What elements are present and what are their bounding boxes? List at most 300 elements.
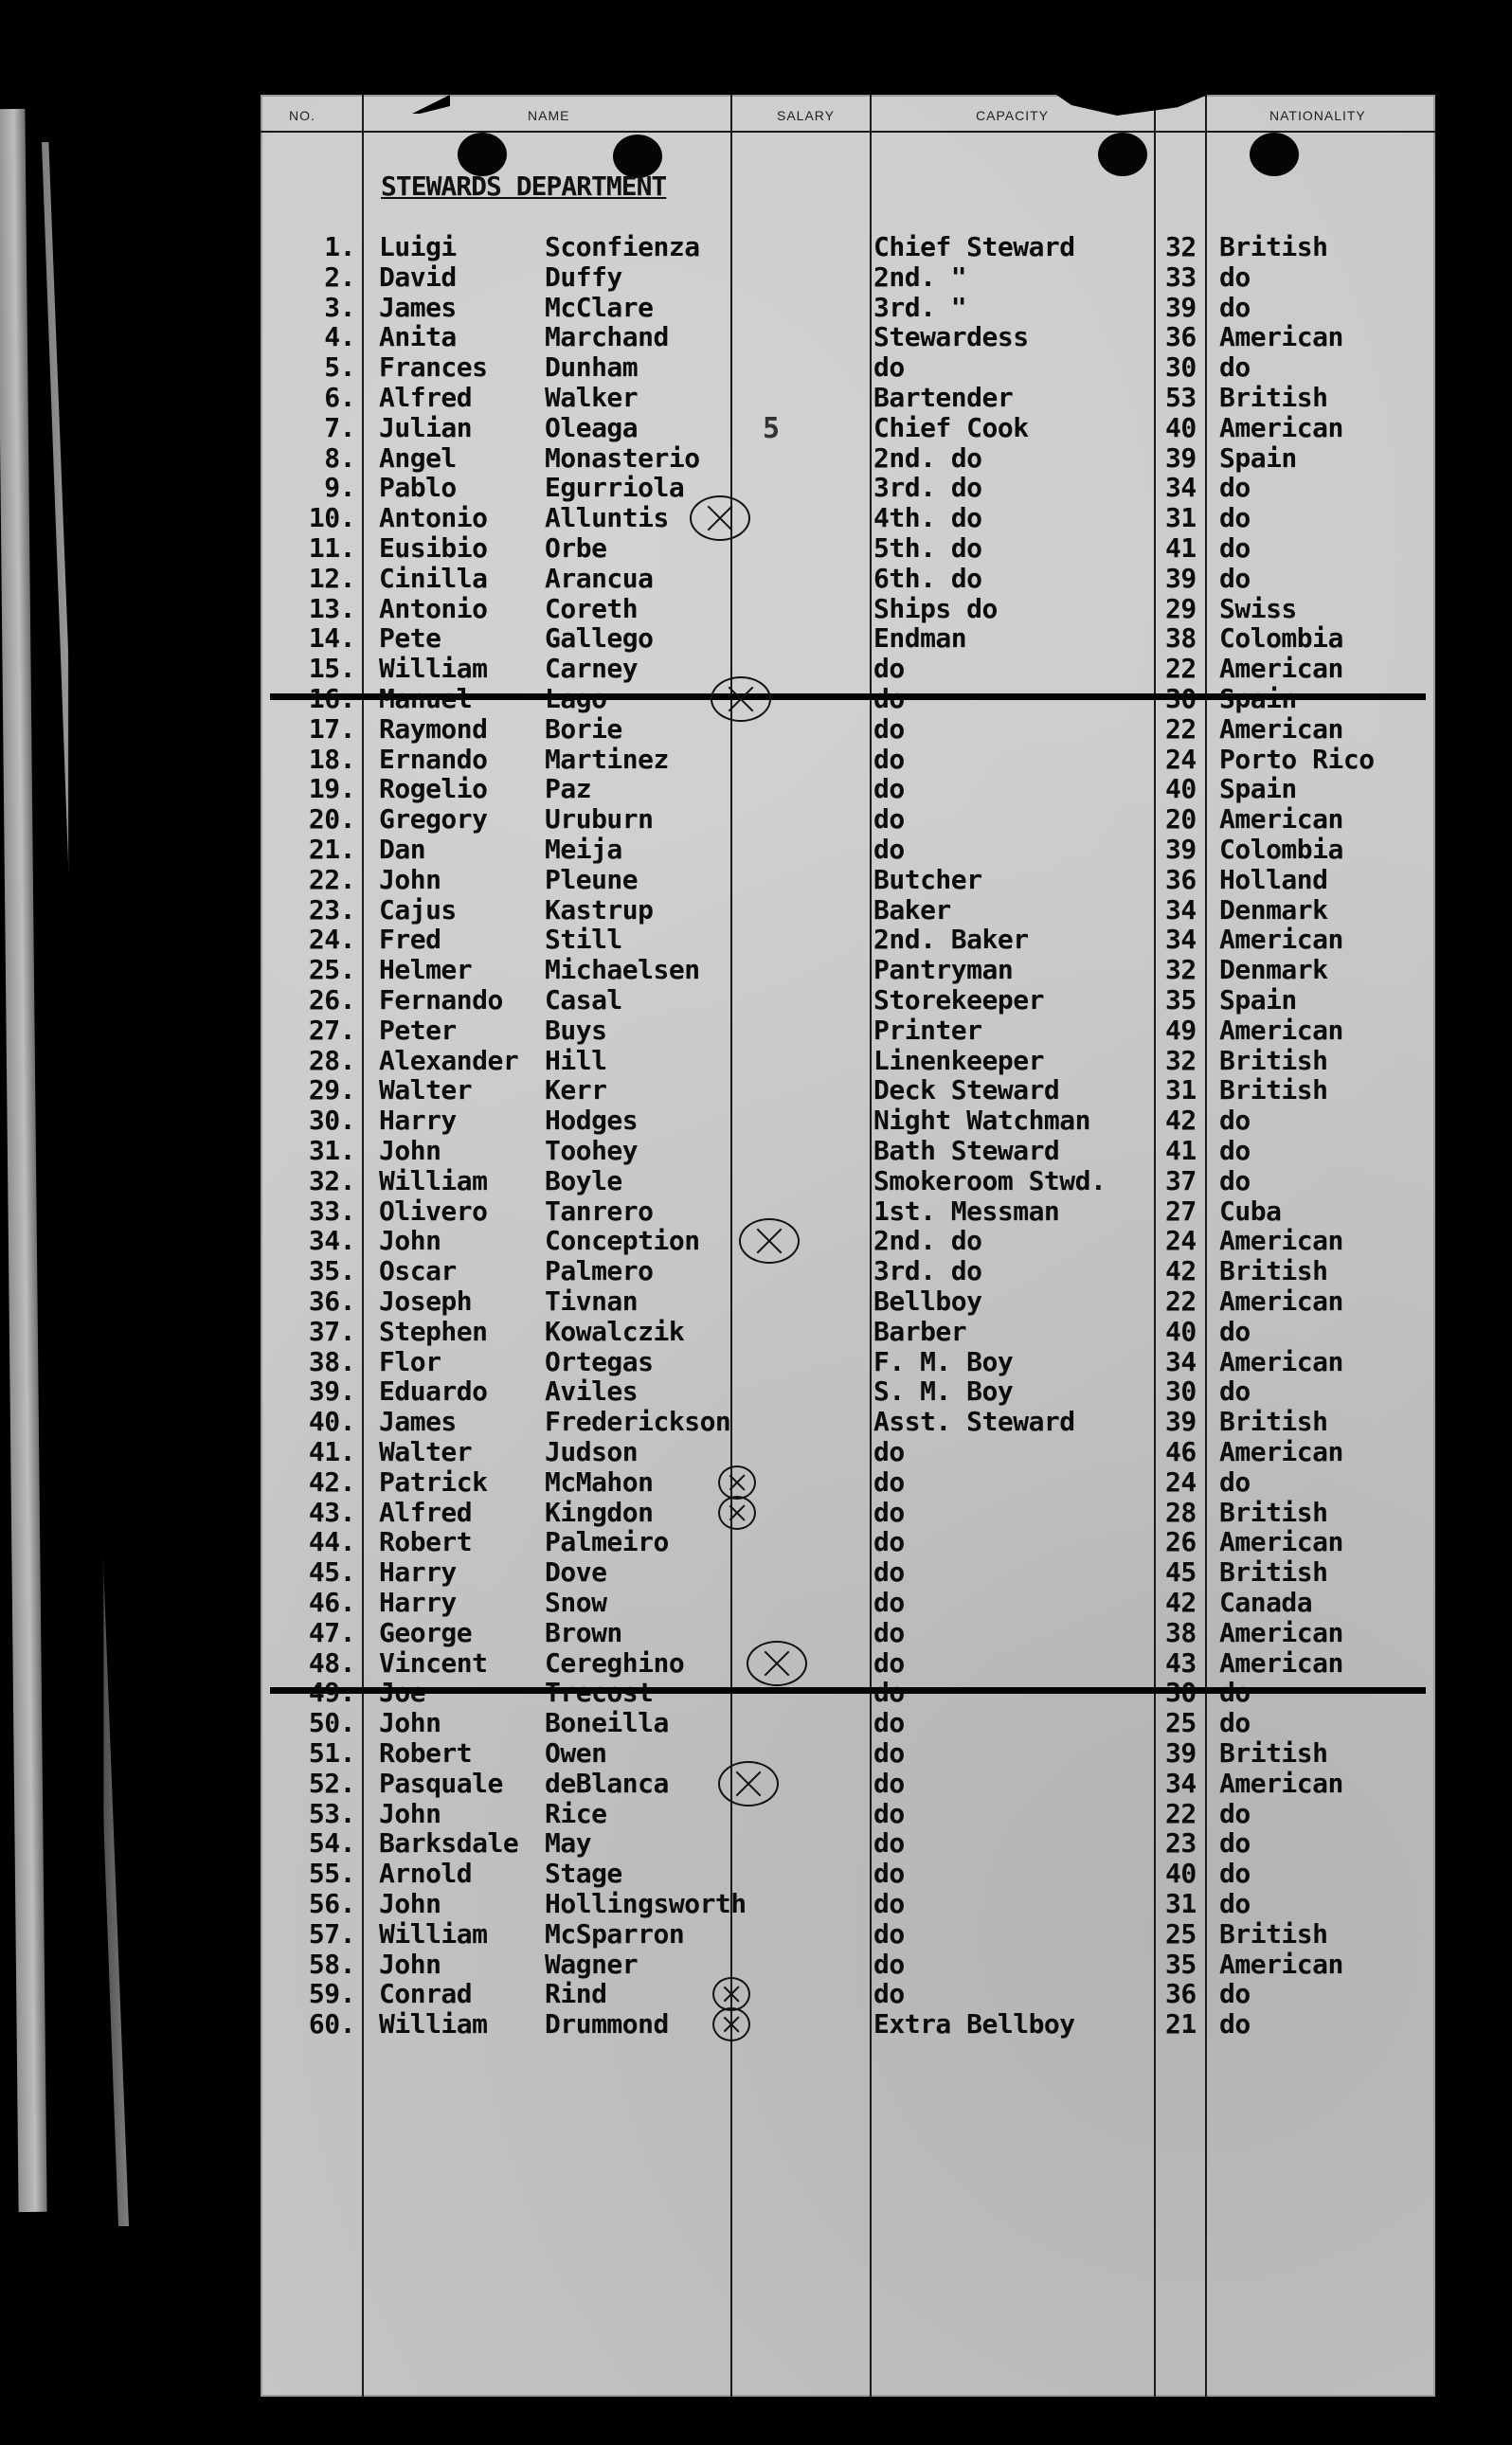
last-name: Rice: [545, 1797, 607, 1829]
nationality: do: [1219, 1978, 1251, 2010]
last-name: Michaelsen: [545, 954, 700, 986]
age: 25: [1165, 1917, 1197, 1950]
capacity: Storekeeper: [873, 984, 1044, 1016]
crew-row: [261, 413, 1435, 443]
crew-row: [261, 1075, 1435, 1106]
first-name: William: [379, 1164, 488, 1196]
last-name: Dunham: [545, 351, 639, 384]
crew-row: [261, 1799, 1435, 1829]
row-number: 33.: [308, 1195, 355, 1227]
header-name: NAME: [528, 108, 570, 123]
row-number: 52.: [308, 1767, 355, 1799]
row-number: 23.: [308, 893, 355, 926]
crew-row: [261, 1498, 1435, 1528]
capacity: 6th. do: [873, 562, 982, 594]
nationality: American: [1219, 1948, 1343, 1980]
last-name: Wagner: [545, 1948, 639, 1980]
scan-edge-strip: [0, 109, 47, 2212]
last-name: Conception: [545, 1225, 700, 1257]
age: 39: [1165, 562, 1197, 594]
age: 43: [1165, 1646, 1197, 1679]
row-number: 43.: [308, 1496, 355, 1528]
circled-x-mark: [718, 1465, 756, 1500]
age: 41: [1165, 532, 1197, 564]
first-name: William: [379, 2008, 488, 2040]
nationality: do: [1219, 2008, 1251, 2040]
first-name: William: [379, 1917, 488, 1950]
crew-row: [261, 1016, 1435, 1046]
crew-row: [261, 714, 1435, 745]
capacity: do: [873, 803, 905, 836]
first-name: Conrad: [379, 1978, 473, 2010]
nationality: Cuba: [1219, 1195, 1282, 1227]
nationality: do: [1219, 1888, 1251, 1919]
last-name: Gallego: [545, 622, 654, 655]
last-name: Monasterio: [545, 441, 700, 474]
last-name: Hollingsworth: [545, 1888, 747, 1919]
capacity: do: [873, 834, 905, 865]
capacity: do: [873, 1827, 905, 1860]
nationality: British: [1219, 1044, 1328, 1076]
nationality: Porto Rico: [1219, 743, 1375, 775]
row-number: 41.: [308, 1436, 355, 1467]
capacity: Night Watchman: [873, 1105, 1091, 1137]
manifest-page: [261, 95, 1435, 2397]
last-name: Aviles: [545, 1375, 639, 1408]
last-name: Egurriola: [545, 472, 685, 504]
crew-row: [261, 232, 1435, 262]
first-name: Eusibio: [379, 532, 488, 564]
row-number: 48.: [308, 1646, 355, 1679]
age: 35: [1165, 984, 1197, 1016]
capacity: Pantryman: [873, 954, 1014, 986]
first-name: George: [379, 1616, 473, 1648]
nationality: British: [1219, 1255, 1328, 1287]
first-name: Cinilla: [379, 562, 488, 594]
age: 34: [1165, 893, 1197, 926]
nationality: American: [1219, 1767, 1343, 1799]
last-name: Pleune: [545, 863, 639, 895]
age: 24: [1165, 743, 1197, 775]
row-number: 57.: [308, 1917, 355, 1950]
first-name: John: [379, 1888, 441, 1919]
age: 32: [1165, 1044, 1197, 1076]
crew-row: [261, 1618, 1435, 1648]
crew-row: [261, 564, 1435, 594]
crew-row: [261, 1828, 1435, 1859]
capacity: Ships do: [873, 592, 998, 624]
header-salary: SALARY: [777, 108, 835, 123]
capacity: do: [873, 653, 905, 685]
last-name: Paz: [545, 773, 592, 805]
row-number: 37.: [308, 1315, 355, 1347]
scan-edge-shadow: [42, 142, 129, 2226]
row-number: 60.: [308, 2008, 355, 2040]
age: 24: [1165, 1465, 1197, 1498]
nationality: Swiss: [1219, 592, 1297, 624]
crew-row: [261, 2009, 1435, 2040]
capacity: do: [873, 351, 905, 384]
row-number: 7.: [324, 411, 355, 443]
nationality: British: [1219, 1496, 1328, 1528]
nationality: do: [1219, 502, 1251, 534]
nationality: do: [1219, 1827, 1251, 1860]
first-name: Arnold: [379, 1858, 473, 1890]
crew-row: [261, 1738, 1435, 1769]
nationality: Canada: [1219, 1587, 1313, 1618]
capacity: do: [873, 1858, 905, 1890]
age: 39: [1165, 291, 1197, 323]
capacity: 4th. do: [873, 502, 982, 534]
last-name: Martinez: [545, 743, 669, 775]
nationality: do: [1219, 1465, 1251, 1498]
nationality: American: [1219, 1225, 1343, 1257]
crew-row: [261, 1317, 1435, 1347]
crew-row: [261, 473, 1435, 503]
first-name: John: [379, 1948, 441, 1980]
capacity: do: [873, 743, 905, 775]
first-name: Rogelio: [379, 773, 488, 805]
age: 32: [1165, 231, 1197, 262]
row-number: 58.: [308, 1948, 355, 1980]
capacity: do: [873, 1888, 905, 1919]
crew-row: [261, 1648, 1435, 1679]
crew-row: [261, 1527, 1435, 1557]
crew-row: [261, 1859, 1435, 1889]
crew-row: [261, 985, 1435, 1016]
capacity: do: [873, 1737, 905, 1769]
row-number: 19.: [308, 773, 355, 805]
last-name: Casal: [545, 984, 622, 1016]
age: 36: [1165, 1978, 1197, 2010]
age: 31: [1165, 502, 1197, 534]
age: 39: [1165, 441, 1197, 474]
capacity: F. M. Boy: [873, 1345, 1014, 1377]
crew-row: [261, 1046, 1435, 1076]
circled-x-mark: [712, 2007, 750, 2041]
row-number: 9.: [324, 472, 355, 504]
header-no: NO.: [289, 108, 315, 123]
nationality: do: [1219, 351, 1251, 384]
nationality: Denmark: [1219, 954, 1328, 986]
age: 35: [1165, 1948, 1197, 1980]
row-number: 54.: [308, 1827, 355, 1860]
header-capacity: CAPACITY: [976, 108, 1049, 123]
last-name: Arancua: [545, 562, 654, 594]
row-number: 24.: [308, 924, 355, 956]
first-name: John: [379, 863, 441, 895]
last-name: Brown: [545, 1616, 622, 1648]
first-name: John: [379, 1135, 441, 1166]
header-nationality: NATIONALITY: [1269, 108, 1366, 123]
strike-through-line: [270, 693, 1426, 700]
row-number: 44.: [308, 1526, 355, 1558]
nationality: Spain: [1219, 441, 1297, 474]
last-name: Tivnan: [545, 1285, 639, 1317]
age: 22: [1165, 653, 1197, 685]
first-name: Dan: [379, 834, 426, 865]
crew-row: [261, 383, 1435, 413]
last-name: Tanrero: [545, 1195, 654, 1227]
last-name: Kowalczik: [545, 1315, 685, 1347]
row-number: 27.: [308, 1014, 355, 1046]
crew-row: [261, 1256, 1435, 1286]
age: 22: [1165, 1797, 1197, 1829]
age: 41: [1165, 1135, 1197, 1166]
row-number: 40.: [308, 1406, 355, 1438]
crew-row: [261, 1708, 1435, 1738]
nationality: American: [1219, 803, 1343, 836]
crew-row: [261, 1106, 1435, 1136]
first-name: Harry: [379, 1587, 457, 1618]
row-number: 15.: [308, 653, 355, 685]
first-name: James: [379, 1406, 457, 1438]
first-name: John: [379, 1225, 441, 1257]
row-number: 39.: [308, 1375, 355, 1408]
age: 42: [1165, 1587, 1197, 1618]
row-number: 55.: [308, 1858, 355, 1890]
capacity: 1st. Messman: [873, 1195, 1060, 1227]
first-name: Fred: [379, 924, 441, 956]
row-number: 51.: [308, 1737, 355, 1769]
first-name: Helmer: [379, 954, 473, 986]
capacity: 3rd. do: [873, 1255, 982, 1287]
capacity: Extra Bellboy: [873, 2008, 1075, 2040]
nationality: American: [1219, 1646, 1343, 1679]
age: 26: [1165, 1526, 1197, 1558]
age: 34: [1165, 1767, 1197, 1799]
header-rule: [261, 131, 1435, 133]
first-name: Flor: [379, 1345, 441, 1377]
crew-row: [261, 895, 1435, 926]
age: 40: [1165, 773, 1197, 805]
age: 39: [1165, 834, 1197, 865]
age: 34: [1165, 924, 1197, 956]
row-number: 1.: [324, 231, 355, 262]
nationality: do: [1219, 1135, 1251, 1166]
first-name: Antonio: [379, 502, 488, 534]
age: 24: [1165, 1225, 1197, 1257]
row-number: 28.: [308, 1044, 355, 1076]
crew-row: [261, 533, 1435, 564]
row-number: 56.: [308, 1888, 355, 1919]
row-number: 17.: [308, 712, 355, 745]
row-number: 32.: [308, 1164, 355, 1196]
age: 25: [1165, 1707, 1197, 1739]
first-name: Walter: [379, 1436, 473, 1467]
first-name: Julian: [379, 411, 473, 443]
age: 23: [1165, 1827, 1197, 1860]
crew-row: [261, 1919, 1435, 1950]
nationality: do: [1219, 261, 1251, 293]
first-name: Fernando: [379, 984, 503, 1016]
last-name: McClare: [545, 291, 654, 323]
nationality: do: [1219, 1315, 1251, 1347]
crew-row: [261, 623, 1435, 654]
first-name: Robert: [379, 1526, 473, 1558]
capacity: Deck Steward: [873, 1074, 1060, 1106]
nationality: do: [1219, 1858, 1251, 1890]
row-number: 22.: [308, 863, 355, 895]
age: 36: [1165, 321, 1197, 353]
age: 53: [1165, 382, 1197, 413]
first-name: Cajus: [379, 893, 457, 926]
capacity: do: [873, 1526, 905, 1558]
first-name: Olivero: [379, 1195, 488, 1227]
first-name: Alexander: [379, 1044, 519, 1076]
nationality: British: [1219, 1406, 1328, 1438]
paper-tear: [1056, 95, 1208, 116]
last-name: Buys: [545, 1014, 607, 1046]
first-name: Alfred: [379, 1496, 473, 1528]
row-number: 29.: [308, 1074, 355, 1106]
last-name: May: [545, 1827, 592, 1860]
capacity: Butcher: [873, 863, 982, 895]
first-name: Harry: [379, 1105, 457, 1137]
age: 29: [1165, 592, 1197, 624]
last-name: Judson: [545, 1436, 639, 1467]
last-name: Kastrup: [545, 893, 654, 926]
capacity: 3rd. ": [873, 291, 967, 323]
last-name: Sconfienza: [545, 231, 700, 262]
capacity: Endman: [873, 622, 967, 655]
punch-hole: [1098, 133, 1147, 176]
first-name: Gregory: [379, 803, 488, 836]
crew-row: [261, 955, 1435, 985]
capacity: Smokeroom Stwd.: [873, 1164, 1107, 1196]
row-number: 53.: [308, 1797, 355, 1829]
last-name: Meija: [545, 834, 622, 865]
last-name: Oleaga: [545, 411, 639, 443]
row-number: 6.: [324, 382, 355, 413]
nationality: do: [1219, 1375, 1251, 1408]
crew-row: [261, 1407, 1435, 1437]
capacity: Bellboy: [873, 1285, 982, 1317]
crew-row: [261, 745, 1435, 775]
age: 33: [1165, 261, 1197, 293]
first-name: Robert: [379, 1737, 473, 1769]
nationality: British: [1219, 231, 1328, 262]
capacity: do: [873, 1616, 905, 1648]
crew-row: [261, 804, 1435, 835]
crew-row: [261, 293, 1435, 323]
last-name: Marchand: [545, 321, 669, 353]
nationality: Colombia: [1219, 622, 1343, 655]
strike-through-line: [270, 1687, 1426, 1694]
nationality: American: [1219, 653, 1343, 685]
nationality: American: [1219, 1526, 1343, 1558]
row-number: 25.: [308, 954, 355, 986]
paper-tear: [412, 95, 450, 114]
age: 32: [1165, 954, 1197, 986]
first-name: James: [379, 291, 457, 323]
nationality: American: [1219, 1616, 1343, 1648]
nationality: British: [1219, 1556, 1328, 1589]
crew-row: [261, 835, 1435, 865]
age: 45: [1165, 1556, 1197, 1589]
capacity: do: [873, 1797, 905, 1829]
age: 40: [1165, 1858, 1197, 1890]
last-name: Still: [545, 924, 622, 956]
capacity: do: [873, 1646, 905, 1679]
crew-row: [261, 654, 1435, 684]
nationality: British: [1219, 1737, 1328, 1769]
age: 34: [1165, 1345, 1197, 1377]
capacity: do: [873, 1496, 905, 1528]
age: 37: [1165, 1164, 1197, 1196]
last-name: Snow: [545, 1587, 607, 1618]
last-name: Uruburn: [545, 803, 654, 836]
crew-row: [261, 1166, 1435, 1196]
capacity: do: [873, 1948, 905, 1980]
row-number: 2.: [324, 261, 355, 293]
age: 39: [1165, 1406, 1197, 1438]
row-number: 46.: [308, 1587, 355, 1618]
last-name: Kingdon: [545, 1496, 654, 1528]
last-name: McMahon: [545, 1465, 654, 1498]
capacity: Barber: [873, 1315, 967, 1347]
capacity: Asst. Steward: [873, 1406, 1075, 1438]
crew-row: [261, 262, 1435, 293]
row-number: 12.: [308, 562, 355, 594]
last-name: Hill: [545, 1044, 607, 1076]
first-name: Anita: [379, 321, 457, 353]
age: 40: [1165, 411, 1197, 443]
capacity: do: [873, 1767, 905, 1799]
punch-hole: [1250, 133, 1299, 176]
row-number: 5.: [324, 351, 355, 384]
first-name: Peter: [379, 1014, 457, 1046]
age: 22: [1165, 712, 1197, 745]
last-name: Walker: [545, 382, 639, 413]
age: 27: [1165, 1195, 1197, 1227]
last-name: Stage: [545, 1858, 622, 1890]
row-number: 47.: [308, 1616, 355, 1648]
capacity: Chief Steward: [873, 231, 1075, 262]
crew-row: [261, 1286, 1435, 1317]
first-name: John: [379, 1707, 441, 1739]
first-name: Luigi: [379, 231, 457, 262]
last-name: Palmero: [545, 1255, 654, 1287]
last-name: Dove: [545, 1556, 607, 1589]
capacity: 2nd. Baker: [873, 924, 1029, 956]
first-name: Frances: [379, 351, 488, 384]
capacity: do: [873, 1917, 905, 1950]
crew-row: [261, 352, 1435, 383]
first-name: Ernando: [379, 743, 488, 775]
row-number: 42.: [308, 1465, 355, 1498]
nationality: Denmark: [1219, 893, 1328, 926]
first-name: Vincent: [379, 1646, 488, 1679]
capacity: do: [873, 1436, 905, 1467]
nationality: do: [1219, 291, 1251, 323]
row-number: 3.: [324, 291, 355, 323]
last-name: Boyle: [545, 1164, 622, 1196]
capacity: 5th. do: [873, 532, 982, 564]
first-name: Raymond: [379, 712, 488, 745]
age: 31: [1165, 1888, 1197, 1919]
age: 39: [1165, 1737, 1197, 1769]
last-name: Toohey: [545, 1135, 639, 1166]
nationality: do: [1219, 472, 1251, 504]
age: 42: [1165, 1255, 1197, 1287]
nationality: American: [1219, 1436, 1343, 1467]
nationality: do: [1219, 1707, 1251, 1739]
nationality: American: [1219, 321, 1343, 353]
nationality: British: [1219, 382, 1328, 413]
crew-row: [261, 1226, 1435, 1256]
row-number: 21.: [308, 834, 355, 865]
